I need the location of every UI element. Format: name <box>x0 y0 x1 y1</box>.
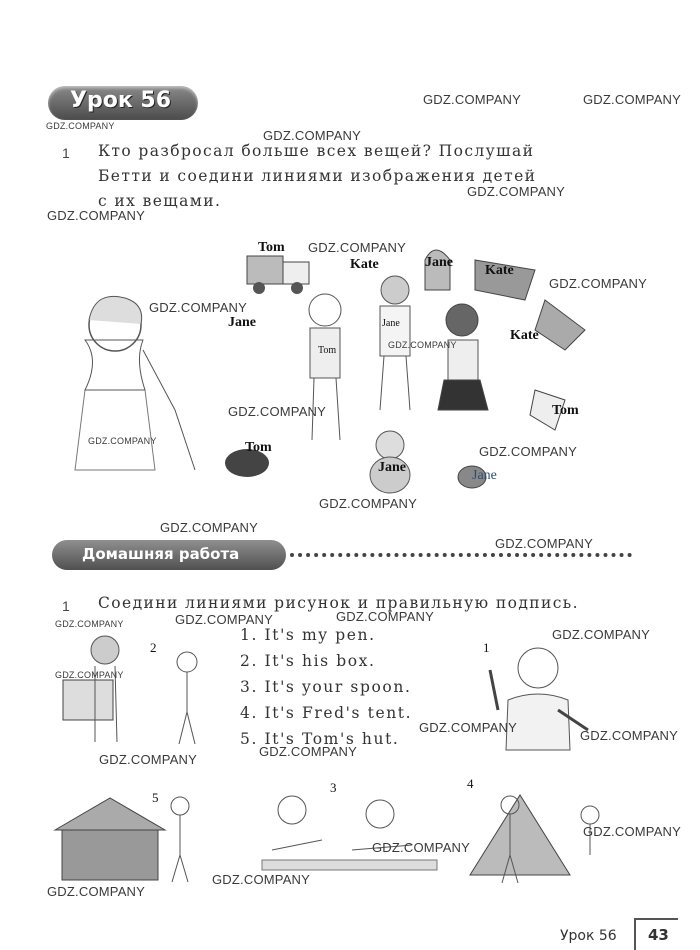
watermark: GDZ.COMPANY <box>99 752 198 767</box>
watermark: GDZ.COMPANY <box>479 444 578 459</box>
sentence-2: 2. It's his box. <box>240 652 376 670</box>
watermark: GDZ.COMPANY <box>583 92 682 107</box>
watermark: GDZ.COMPANY <box>336 609 435 624</box>
watermark: GDZ.COMPANY <box>228 404 327 419</box>
dotted-divider <box>290 553 632 557</box>
homework-task-number: 1 <box>62 598 70 614</box>
watermark: GDZ.COMPANY <box>55 619 124 629</box>
watermark: GDZ.COMPANY <box>308 240 407 255</box>
watermark: GDZ.COMPANY <box>149 300 248 315</box>
name-label: Tom <box>552 403 579 418</box>
lesson-title-badge <box>48 86 198 120</box>
sentence-1: 1. It's my pen. <box>240 626 376 644</box>
task-line-1: Кто разбросал больше всех вещей? Послушай <box>98 142 535 160</box>
homework-title: Домашняя работа <box>82 545 240 563</box>
name-label: Jane <box>378 460 406 475</box>
watermark: GDZ.COMPANY <box>467 184 566 199</box>
sentence-4: 4. It's Fred's tent. <box>240 704 413 722</box>
watermark: GDZ.COMPANY <box>388 340 457 350</box>
girl-illustration <box>55 290 205 480</box>
watermark: GDZ.COMPANY <box>47 884 146 899</box>
watermark: GDZ.COMPANY <box>259 744 358 759</box>
homework-badge <box>52 540 286 570</box>
homework-instruction: Соедини линиями рисунок и правильную подпись. <box>98 594 579 612</box>
name-label: Kate <box>485 263 514 278</box>
shirt-label: Jane <box>382 318 400 329</box>
watermark: GDZ.COMPANY <box>583 824 682 839</box>
lesson-title: Урок 56 <box>70 88 172 113</box>
watermark: GDZ.COMPANY <box>88 436 157 446</box>
page-number-box <box>634 918 678 950</box>
name-label: Kate <box>350 257 379 272</box>
girls-spoon-picture <box>262 790 437 880</box>
name-label: Jane <box>472 468 497 483</box>
picture-number: 5 <box>152 790 159 805</box>
name-label: Jane <box>425 255 453 270</box>
boy-box-picture <box>55 632 215 752</box>
watermark: GDZ.COMPANY <box>549 276 648 291</box>
picture-number: 4 <box>467 776 474 791</box>
page-number: 43 <box>648 926 669 944</box>
watermark: GDZ.COMPANY <box>47 208 146 223</box>
task-number: 1 <box>62 145 70 161</box>
task-line-2: Бетти и соедини линиями изображения детей <box>98 167 537 185</box>
watermark: GDZ.COMPANY <box>263 128 362 143</box>
footer-lesson-label: Урок 56 <box>560 928 617 944</box>
watermark: GDZ.COMPANY <box>580 728 679 743</box>
shirt-label: Tom <box>318 345 337 356</box>
task-line-3: с их вещами. <box>98 192 222 210</box>
watermark: GDZ.COMPANY <box>495 536 594 551</box>
watermark: GDZ.COMPANY <box>46 121 115 131</box>
sentence-5: 5. It's Tom's hut. <box>240 730 400 748</box>
picture-number: 3 <box>330 780 337 795</box>
name-label: Kate <box>510 328 539 343</box>
name-label: Jane <box>228 315 256 330</box>
sentence-3: 3. It's your spoon. <box>240 678 412 696</box>
watermark: GDZ.COMPANY <box>160 520 259 535</box>
watermark: GDZ.COMPANY <box>212 872 311 887</box>
watermark: GDZ.COMPANY <box>319 496 418 511</box>
watermark: GDZ.COMPANY <box>175 612 274 627</box>
watermark: GDZ.COMPANY <box>423 92 522 107</box>
watermark: GDZ.COMPANY <box>55 670 124 680</box>
name-label: Tom <box>258 240 285 255</box>
name-label: Tom <box>245 440 272 455</box>
picture-number: 1 <box>483 640 490 655</box>
watermark: GDZ.COMPANY <box>419 720 518 735</box>
hut-picture <box>50 790 215 885</box>
picture-number: 2 <box>150 640 157 655</box>
watermark: GDZ.COMPANY <box>552 627 651 642</box>
watermark: GDZ.COMPANY <box>372 840 471 855</box>
